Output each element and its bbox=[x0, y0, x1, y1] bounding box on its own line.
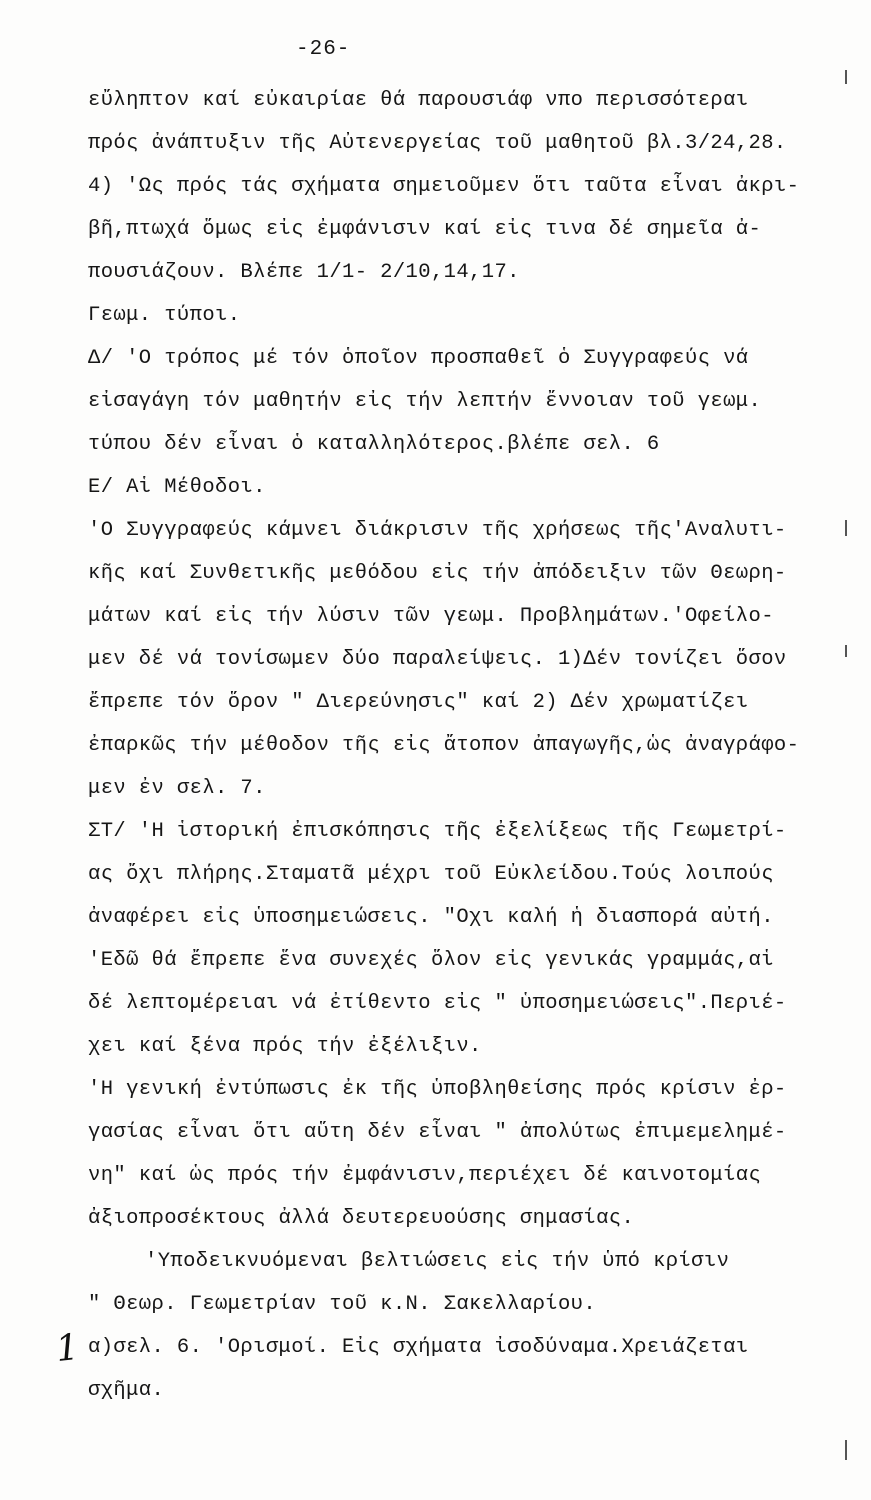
text-line: δέ λεπτομέρειαι νά ἐτίθεντο εἰς " ὑποσημειώσεις".Περιέ- bbox=[88, 992, 787, 1015]
text-line: 'Ο Συγγραφεύς κάμνει διάκρισιν τῆς χρήσεως τῆς'Αναλυτι- bbox=[88, 519, 787, 542]
text-line: ἔπρεπε τόν ὅρον " Διερεύνησις" καί 2) Δέν χρωματίζει bbox=[88, 691, 749, 714]
text-line: α)σελ. 6. 'Ορισμοί. Εἰς σχήματα ἰσοδύναμα.Χρειάζεται bbox=[88, 1336, 749, 1359]
text-line: 'Η γενική ἐντύπωσις ἐκ τῆς ὑποβληθείσης πρός κρίσιν ἐρ- bbox=[88, 1078, 787, 1101]
text-line: εὔληπτον καί εὐκαιρίαε θά παρουσιάφ νπο περισσότεραι bbox=[88, 89, 749, 112]
text-line: μεν ἐν σελ. 7. bbox=[88, 777, 266, 800]
text-line: κῆς καί Συνθετικῆς μεθόδου εἰς τήν ἀπόδειξιν τῶν Θεωρη- bbox=[88, 562, 787, 585]
text-line: γασίας εἶναι ὅτι αὕτη δέν εἶναι " ἀπολύτως ἐπιμεμελημέ- bbox=[88, 1121, 787, 1144]
section-heading: Γεωμ. τύποι. bbox=[88, 304, 241, 327]
text-line: τύπου δέν εἶναι ὁ καταλληλότερος.βλέπε σελ. 6 bbox=[88, 433, 660, 456]
text-line: 'Εδῶ θά ἔπρεπε ἕνα συνεχές ὅλον εἰς γενικάς γραμμάς,αἱ bbox=[88, 949, 774, 972]
text-line: πουσιάζουν. Βλέπε 1/1- 2/10,14,17. bbox=[88, 261, 520, 284]
section-heading: Ε/ Αἱ Μέθοδοι. bbox=[88, 476, 266, 499]
body-text bbox=[88, 79, 848, 1412]
text-line: ΣΤ/ 'Η ἱστορική ἐπισκόπησις τῆς ἐξελίξεως τῆς Γεωμετρί- bbox=[88, 820, 787, 843]
scan-edge-mark bbox=[845, 645, 847, 657]
text-line: ἀναφέρει εἰς ὑποσημειώσεις. "Οχι καλή ἡ διασπορά αὐτή. bbox=[88, 906, 774, 929]
text-line: πρός ἀνάπτυξιν τῆς Αὐτενεργείας τοῦ μαθητοῦ βλ.3/24,28. bbox=[88, 132, 787, 155]
scan-edge-mark bbox=[845, 520, 847, 536]
text-line: 4) 'Ως πρός τάς σχήματα σημειοῦμεν ὅτι ταῦτα εἶναι ἀκρι- bbox=[88, 175, 800, 198]
text-line: μεν δέ νά τονίσωμεν δύο παραλείψεις. 1)Δέν τονίζει ὅσον bbox=[88, 648, 787, 671]
text-line: " Θεωρ. Γεωμετρίαν τοῦ κ.Ν. Σακελλαρίου. bbox=[88, 1293, 597, 1316]
text-line: ας ὄχι πλήρης.Σταματᾶ μέχρι τοῦ Εὐκλείδου.Τούς λοιπούς bbox=[88, 863, 774, 886]
text-line: βῆ,πτωχά ὅμως εἰς ἐμφάνισιν καί εἰς τινα δέ σημεῖα ἀ- bbox=[88, 218, 762, 241]
text-line: χει καί ξένα πρός τήν ἐξέλιξιν. bbox=[88, 1035, 482, 1058]
handwritten-mark: 1 bbox=[53, 1326, 81, 1371]
text-line: νη" καί ὡς πρός τήν ἐμφάνισιν,περιέχει δέ καινοτομίας bbox=[88, 1164, 762, 1187]
text-line: Δ/ 'Ο τρόπος μέ τόν ὁποῖον προσπαθεῖ ὁ Συγγραφεύς νά bbox=[88, 347, 749, 370]
page-number: -26- bbox=[296, 38, 351, 61]
text-line: ἐπαρκῶς τήν μέθοδον τῆς εἰς ἄτοπον ἀπαγωγῆς,ὡς ἀναγράφο- bbox=[88, 734, 800, 757]
scan-edge-mark bbox=[845, 70, 847, 84]
text-line: μάτων καί εἰς τήν λύσιν τῶν γεωμ. Προβλημάτων.'Οφείλο- bbox=[88, 605, 774, 628]
text-line: 'Υποδεικνυόμεναι βελτιώσεις εἰς τήν ὑπό κρίσιν bbox=[145, 1250, 730, 1273]
text-line: σχῆμα. bbox=[88, 1379, 165, 1402]
text-line: ἀξιοπροσέκτους ἀλλά δευτερευούσης σημασίας. bbox=[88, 1207, 635, 1230]
scan-edge-mark bbox=[845, 1440, 847, 1460]
text-line: εἰσαγάγη τόν μαθητήν εἰς τήν λεπτήν ἔννοιαν τοῦ γεωμ. bbox=[88, 390, 762, 413]
